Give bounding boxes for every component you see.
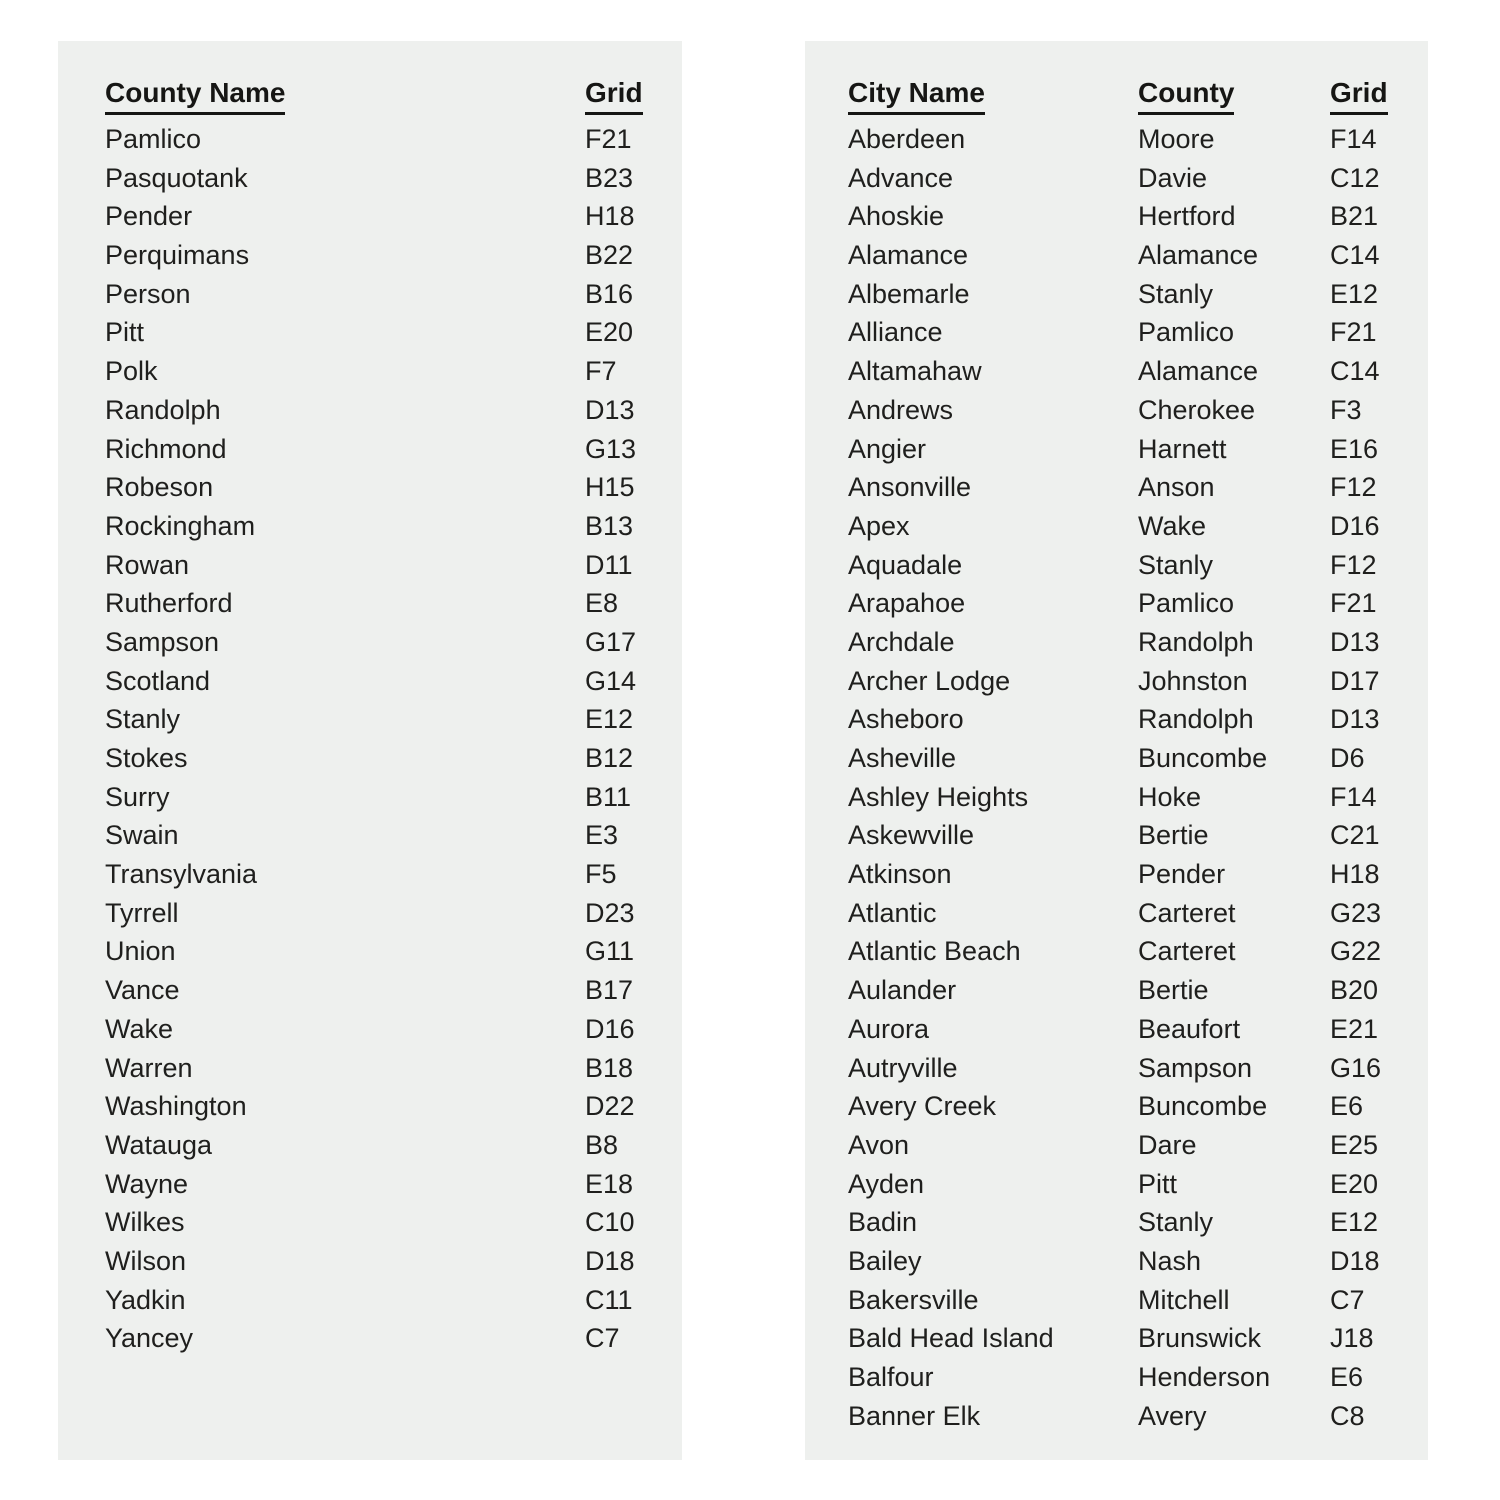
table-row	[848, 1358, 1412, 1397]
grid-cell: D16	[1330, 510, 1380, 541]
name-cell: Pitt	[105, 317, 145, 348]
grid-cell: F21	[585, 124, 632, 154]
city-table-header	[848, 77, 1412, 117]
county-cell: Mitchell	[1138, 1284, 1230, 1315]
city-cell: Angier	[848, 433, 927, 464]
city-cell: Ayden	[848, 1168, 925, 1199]
name-cell: Robeson	[105, 472, 214, 503]
grid-cell: F12	[1330, 472, 1377, 503]
city-cell: Altamahaw	[848, 356, 982, 387]
table-row	[105, 623, 666, 662]
city-cell: Andrews	[848, 394, 954, 425]
city-cell: Aurora	[848, 1013, 930, 1044]
county-cell: Buncombe	[1138, 1091, 1268, 1122]
table-row	[105, 507, 666, 546]
table-row	[848, 430, 1412, 469]
county-name-header-cell	[105, 77, 585, 117]
name-cell: Yadkin	[105, 1284, 186, 1315]
grid-cell: D16	[585, 1013, 635, 1044]
grid-cell: G17	[585, 626, 637, 657]
grid-cell: F12	[1330, 549, 1377, 580]
table-row	[848, 391, 1412, 430]
table-row	[848, 1087, 1412, 1126]
table-row	[848, 546, 1412, 585]
city-cell: Advance	[848, 162, 954, 193]
county-name-header: County Name	[105, 77, 285, 115]
name-cell: Tyrrell	[105, 897, 179, 928]
table-row	[105, 546, 666, 585]
name-cell: Perquimans	[105, 240, 250, 271]
grid-cell: B23	[585, 162, 634, 193]
table-row	[105, 430, 666, 469]
grid-cell: G14	[585, 665, 637, 696]
city-cell: Banner Elk	[848, 1400, 981, 1431]
table-row	[848, 275, 1412, 314]
name-cell: Vance	[105, 975, 180, 1006]
table-row	[848, 584, 1412, 623]
grid-cell: E3	[585, 820, 619, 851]
county-cell: Bertie	[1138, 975, 1209, 1006]
table-row	[105, 1126, 666, 1165]
county-cell: Stanly	[1138, 1207, 1214, 1238]
city-cell: Asheville	[848, 743, 957, 773]
county-cell: Nash	[1138, 1245, 1202, 1276]
name-cell: Rowan	[105, 549, 190, 580]
city-cell: Albemarle	[848, 278, 970, 309]
grid-cell: E21	[1330, 1013, 1379, 1044]
city-cell: Bakersville	[848, 1284, 979, 1315]
grid-cell: D17	[1330, 665, 1380, 696]
county-cell: Harnett	[1138, 433, 1227, 464]
grid-cell: B12	[585, 743, 634, 773]
city-cell: Archdale	[848, 626, 955, 657]
grid-cell: C7	[585, 1323, 620, 1354]
table-row	[105, 816, 666, 855]
table-row	[848, 468, 1412, 507]
city-cell: Apex	[848, 510, 910, 541]
table-row	[848, 623, 1412, 662]
city-table-body	[848, 120, 1412, 1435]
city-cell: Arapahoe	[848, 588, 966, 619]
name-cell: Pender	[105, 201, 193, 232]
name-cell: Wake	[105, 1013, 174, 1044]
table-row	[105, 778, 666, 817]
table-row	[848, 120, 1412, 159]
county-grid-header-cell	[585, 77, 666, 117]
city-grid-header-cell	[1330, 77, 1412, 117]
table-row	[848, 236, 1412, 275]
grid-cell: F21	[1330, 588, 1377, 619]
table-row	[105, 894, 666, 933]
county-cell: Anson	[1138, 472, 1215, 503]
name-cell: Scotland	[105, 665, 211, 696]
county-cell: Henderson	[1138, 1362, 1271, 1392]
table-row	[105, 584, 666, 623]
table-row	[105, 971, 666, 1010]
city-cell: Atkinson	[848, 859, 952, 890]
name-cell: Warren	[105, 1052, 193, 1083]
table-row	[848, 1319, 1412, 1358]
table-row	[105, 1165, 666, 1204]
table-row	[848, 971, 1412, 1010]
table-row	[105, 1087, 666, 1126]
city-cell: Alamance	[848, 240, 969, 271]
grid-cell: B20	[1330, 975, 1379, 1006]
table-row	[848, 855, 1412, 894]
name-cell: Swain	[105, 820, 179, 851]
county-cell: Sampson	[1138, 1052, 1253, 1083]
grid-cell: C12	[1330, 162, 1380, 193]
table-row	[848, 700, 1412, 739]
grid-cell: C11	[585, 1284, 633, 1315]
grid-cell: H15	[585, 472, 635, 503]
table-row	[848, 159, 1412, 198]
city-cell: Autryville	[848, 1052, 958, 1083]
grid-cell: B11	[585, 781, 632, 812]
name-cell: Rockingham	[105, 510, 256, 541]
table-row	[848, 352, 1412, 391]
county-cell: Bertie	[1138, 820, 1209, 851]
table-row	[105, 700, 666, 739]
city-county-header-cell	[1138, 77, 1330, 117]
table-row	[105, 236, 666, 275]
county-cell: Alamance	[1138, 356, 1259, 387]
table-row	[848, 1397, 1412, 1436]
county-cell: Carteret	[1138, 897, 1236, 928]
county-cell: Pamlico	[1138, 588, 1235, 619]
name-cell: Person	[105, 278, 191, 309]
grid-cell: H18	[585, 201, 635, 232]
table-row	[105, 159, 666, 198]
city-grid-header: Grid	[1330, 77, 1388, 115]
grid-cell: D18	[1330, 1245, 1380, 1276]
county-grid-header: Grid	[585, 77, 643, 115]
table-row	[105, 739, 666, 778]
grid-cell: D6	[1330, 743, 1365, 773]
grid-cell: E12	[585, 704, 634, 735]
grid-cell: G16	[1330, 1052, 1382, 1083]
table-row	[105, 855, 666, 894]
county-cell: Pamlico	[1138, 317, 1235, 348]
grid-cell: B21	[1330, 201, 1379, 232]
table-row	[848, 1281, 1412, 1320]
city-cell: Aulander	[848, 975, 957, 1006]
table-row	[848, 778, 1412, 817]
grid-cell: B22	[585, 240, 634, 271]
table-row	[105, 932, 666, 971]
name-cell: Union	[105, 936, 176, 967]
county-cell: Pender	[1138, 859, 1226, 890]
county-cell: Davie	[1138, 162, 1208, 193]
table-row	[848, 1165, 1412, 1204]
table-row	[105, 1010, 666, 1049]
grid-cell: B17	[585, 975, 634, 1006]
county-cell: Moore	[1138, 124, 1215, 154]
table-row	[105, 662, 666, 701]
name-cell: Polk	[105, 356, 158, 387]
name-cell: Yancey	[105, 1323, 194, 1354]
table-row	[848, 313, 1412, 352]
grid-cell: F3	[1330, 394, 1362, 425]
name-cell: Watauga	[105, 1129, 213, 1160]
name-cell: Richmond	[105, 433, 227, 464]
grid-cell: B13	[585, 510, 634, 541]
county-cell: Cherokee	[1138, 394, 1256, 425]
grid-cell: G23	[1330, 897, 1382, 928]
table-row	[105, 1049, 666, 1088]
grid-cell: C21	[1330, 820, 1380, 851]
city-cell: Asheboro	[848, 704, 964, 735]
name-cell: Stanly	[105, 704, 181, 735]
table-row	[848, 1049, 1412, 1088]
grid-cell: B8	[585, 1129, 619, 1160]
city-name-header-cell	[848, 77, 1138, 117]
city-cell: Atlantic	[848, 897, 937, 928]
name-cell: Wayne	[105, 1168, 189, 1199]
table-row	[105, 275, 666, 314]
county-table-body	[105, 120, 666, 1358]
grid-cell: E25	[1330, 1129, 1379, 1160]
city-cell: Avery Creek	[848, 1091, 997, 1122]
city-cell: Aberdeen	[848, 124, 966, 154]
county-cell: Buncombe	[1138, 743, 1268, 773]
grid-cell: B16	[585, 278, 634, 309]
county-cell: Carteret	[1138, 936, 1236, 967]
county-cell: Johnston	[1138, 665, 1248, 696]
grid-cell: J18	[1330, 1323, 1374, 1354]
grid-cell: F5	[585, 859, 617, 890]
name-cell: Surry	[105, 781, 170, 812]
name-cell: Wilson	[105, 1245, 187, 1276]
table-row	[848, 1010, 1412, 1049]
grid-cell: E18	[585, 1168, 634, 1199]
name-cell: Sampson	[105, 626, 220, 657]
grid-cell: E8	[585, 588, 619, 619]
city-cell: Archer Lodge	[848, 665, 1011, 696]
table-row	[105, 1203, 666, 1242]
city-cell: Badin	[848, 1207, 918, 1238]
county-cell: Alamance	[1138, 240, 1259, 271]
name-cell: Randolph	[105, 394, 221, 425]
city-cell: Ashley Heights	[848, 781, 1029, 812]
name-cell: Transylvania	[105, 859, 258, 890]
county-cell: Wake	[1138, 510, 1207, 541]
table-row	[848, 197, 1412, 236]
city-cell: Bald Head Island	[848, 1323, 1054, 1354]
name-cell: Pasquotank	[105, 162, 248, 193]
county-cell: Brunswick	[1138, 1323, 1262, 1354]
grid-cell: C14	[1330, 356, 1380, 387]
county-cell: Pitt	[1138, 1168, 1178, 1199]
table-row	[848, 1126, 1412, 1165]
city-cell: Ansonville	[848, 472, 972, 503]
city-cell: Ahoskie	[848, 201, 945, 232]
table-row	[105, 197, 666, 236]
county-table-header	[105, 77, 666, 117]
grid-cell: D13	[585, 394, 635, 425]
grid-cell: E16	[1330, 433, 1379, 464]
city-name-header: City Name	[848, 77, 985, 115]
grid-cell: C14	[1330, 240, 1380, 271]
grid-cell: E12	[1330, 278, 1379, 309]
grid-cell: D11	[585, 549, 633, 580]
table-row	[105, 1242, 666, 1281]
table-row	[105, 468, 666, 507]
table-row	[848, 932, 1412, 971]
table-row	[848, 739, 1412, 778]
grid-cell: F14	[1330, 124, 1377, 154]
county-cell: Avery	[1138, 1400, 1207, 1431]
county-cell: Dare	[1138, 1129, 1197, 1160]
county-cell: Randolph	[1138, 626, 1254, 657]
grid-cell: D13	[1330, 704, 1380, 735]
city-cell: Askewville	[848, 820, 975, 851]
county-index-panel	[58, 41, 682, 1460]
county-cell: Randolph	[1138, 704, 1254, 735]
county-cell: Stanly	[1138, 549, 1214, 580]
grid-cell: E6	[1330, 1091, 1364, 1122]
grid-cell: F7	[585, 356, 617, 387]
county-cell: Stanly	[1138, 278, 1214, 309]
grid-cell: D23	[585, 897, 635, 928]
table-row	[848, 1203, 1412, 1242]
grid-cell: B18	[585, 1052, 634, 1083]
city-cell: Aquadale	[848, 549, 963, 580]
grid-cell: C7	[1330, 1284, 1365, 1315]
table-row	[848, 1242, 1412, 1281]
grid-cell: G11	[585, 936, 635, 967]
grid-cell: F14	[1330, 781, 1377, 812]
name-cell: Pamlico	[105, 124, 202, 154]
grid-cell: G22	[1330, 936, 1382, 967]
table-row	[848, 507, 1412, 546]
grid-cell: E12	[1330, 1207, 1379, 1238]
name-cell: Washington	[105, 1091, 247, 1122]
table-row	[105, 313, 666, 352]
name-cell: Wilkes	[105, 1207, 185, 1238]
table-row	[105, 1319, 666, 1358]
table-row	[848, 894, 1412, 933]
grid-cell: F21	[1330, 317, 1377, 348]
city-cell: Bailey	[848, 1245, 922, 1276]
city-cell: Balfour	[848, 1362, 934, 1392]
county-cell: Hoke	[1138, 781, 1202, 812]
grid-cell: D22	[585, 1091, 635, 1122]
grid-cell: C10	[585, 1207, 635, 1238]
grid-cell: C8	[1330, 1400, 1365, 1431]
table-row	[105, 352, 666, 391]
city-cell: Atlantic Beach	[848, 936, 1021, 967]
table-row	[105, 391, 666, 430]
grid-cell: H18	[1330, 859, 1380, 890]
table-row	[105, 1281, 666, 1320]
county-cell: Beaufort	[1138, 1013, 1241, 1044]
county-cell: Hertford	[1138, 201, 1236, 232]
grid-cell: G13	[585, 433, 637, 464]
grid-cell: D18	[585, 1245, 635, 1276]
name-cell: Stokes	[105, 743, 188, 773]
grid-cell: E20	[585, 317, 634, 348]
city-cell: Alliance	[848, 317, 943, 348]
city-county-header: County	[1138, 77, 1234, 115]
grid-cell: D13	[1330, 626, 1380, 657]
table-row	[848, 662, 1412, 701]
name-cell: Rutherford	[105, 588, 233, 619]
grid-cell: E6	[1330, 1362, 1364, 1392]
grid-cell: E20	[1330, 1168, 1379, 1199]
table-row	[848, 816, 1412, 855]
city-index-panel	[805, 41, 1428, 1460]
city-cell: Avon	[848, 1129, 910, 1160]
table-row	[105, 120, 666, 159]
